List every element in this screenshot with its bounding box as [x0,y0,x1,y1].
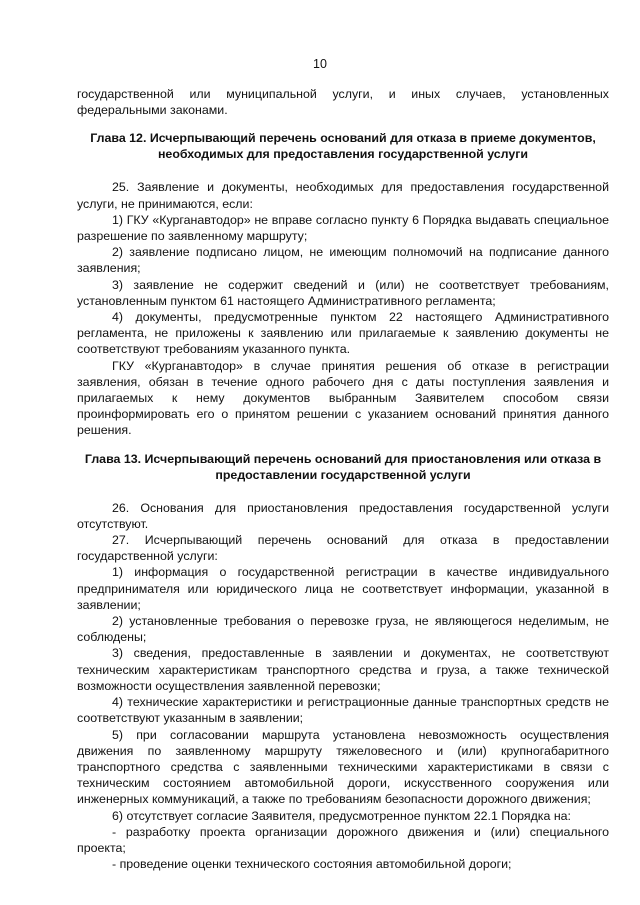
list-item: 1) информация о государственной регистрации в качестве индивидуального предпринимателя или юридического лица не соответствует информации, указанной в заявлении; [77,565,609,612]
list-item: 2) заявление подписано лицом, не имеющим полномочий на подписание данного заявления; [77,245,609,276]
list-item: 5) при согласовании маршрута установлена невозможность осуществления движения по заявленному маршруту тяжеловесного и (или) крупногабаритного транспортного средства с заявленными техническими характеристиками в связи с техническим состоянием автомобильной дороги, искусственного сооружения или инженерных коммуникаций, а также по требованиям безопасности дорожного движения; [77,727,609,807]
list-item: 4) документы, предусмотренные пунктом 22 настоящего Административного регламента, не приложены к заявлению или прилагаемые к заявлению документы не соответствуют требованиям указанного пункта. [77,310,609,357]
paragraph: 26. Основания для приостановления предоставления государственной услуги отсутствуют. [77,500,609,531]
chapter-12-heading: Глава 12. Исчерпывающий перечень оснований для отказа в приеме документов, необходимых для предоставления государственной услуги [90,131,596,162]
list-item: 6) отсутствует согласие Заявителя, предусмотренное пунктом 22.1 Порядка на: [112,808,571,823]
list-item: 3) заявление не содержит сведений и (или) не соответствует требованиям, установленным пунктом 61 настоящего Административного регламента; [77,277,609,308]
page-number: 10 [313,57,327,71]
list-item: - разработку проекта организации дорожного движения и (или) специального проекта; [77,824,609,855]
paragraph: 27. Исчерпывающий перечень оснований для отказа в предоставлении государственной услуги: [77,533,609,564]
list-item: 1) ГКУ «Курганавтодор» не вправе согласно пункту 6 Порядка выдавать специальное разрешение по заявленному маршруту; [77,212,609,244]
list-item: 2) установленные требования о перевозке груза, не являющегося неделимым, не соблюдены; [77,614,609,645]
paragraph: ГКУ «Курганавтодор» в случае принятия решения об отказе в регистрации заявления, обязан в течение одного рабочего дня с даты поступления заявления и прилагаемых к нему документов выбранным Заявителем способом связи проинформировать его о принятом решении с указанием оснований принятия данного решения. [77,358,609,438]
paragraph: государственной или муниципальной услуги, и иных случаев, установленных федеральными законами. [77,87,609,118]
list-item: 3) сведения, предоставленные в заявлении и документах, не соответствуют техническим характеристикам транспортного средства и груза, а также технической возможности осуществления заявленной перевозки; [77,646,609,693]
chapter-13-heading: Глава 13. Исчерпывающий перечень оснований для приостановления или отказа в предоставлении государственной услуги [84,451,602,482]
document-body [77,86,609,872]
list-item: - проведение оценки технического состояния автомобильной дороги; [112,857,512,872]
paragraph: 25. Заявление и документы, необходимых для предоставления государственной услуги, не принимаются, если: [77,180,609,211]
list-item: 4) технические характеристики и регистрационные данные транспортных средств не соответствуют указанным в заявлении; [77,695,609,726]
